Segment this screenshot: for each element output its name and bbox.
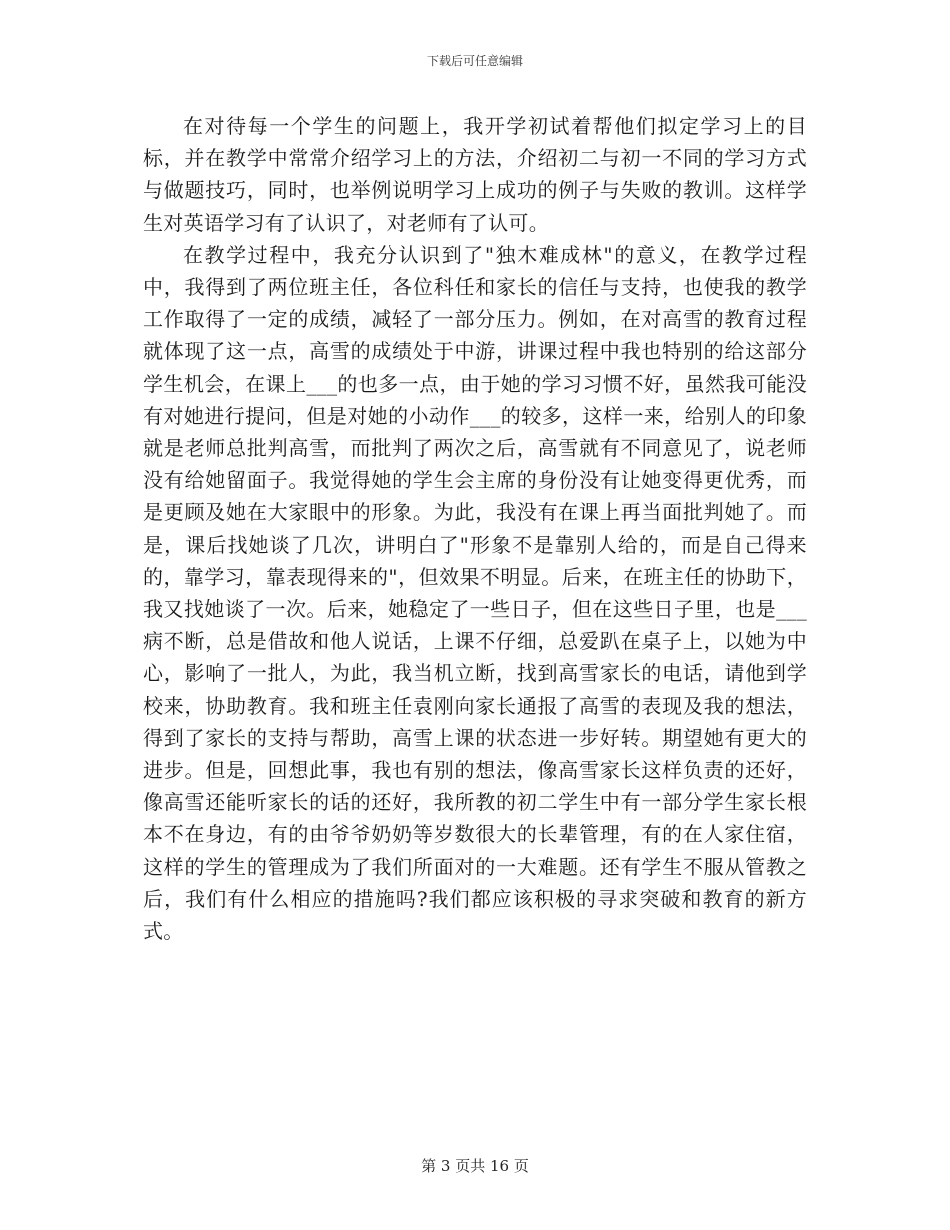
page-header-note: 下载后可任意编辑 xyxy=(426,54,523,68)
document-body xyxy=(143,110,807,947)
paragraph-1: 在对待每一个学生的问题上，我开学初试着帮他们拟定学习上的目标，并在教学中常常介绍学习上的方法，介绍初二与初一不同的学习方式与做题技巧，同时，也举例说明学习上成功的例子与失败的教训。这样学生对英语学习有了认识了，对老师有了认可。 xyxy=(143,114,807,235)
paragraph-2: 在教学过程中，我充分认识到了"独木难成林"的意义，在教学过程中，我得到了两位班主任，各位科任和家长的信任与支持，也使我的教学工作取得了一定的成绩，减轻了一部分压力。例如，在对高雪的教育过程就体现了这一点，高雪的成绩处于中游，讲课过程中我也特别的给这部分学生机会，在课上___的也多一点，由于她的学习习惯不好，虽然我可能没有对她进行提问，但是对她的小动作___的较多，这样一来，给别人的印象就是老师总批判高雪，而批判了两次之后，高雪就有不同意见了，说老师没有给她留面子。我觉得她的学生会主席的身份没有让她变得更优秀，而是更顾及她在大家眼中的形象。为此，我没有在课上再当面批判她了。而是，课后找她谈了几次，讲明白了"形象不是靠别人给的，而是自己得来的，靠学习，靠表现得来的"，但效果不明显。后来，在班主任的协助下，我又找她谈了一次。后来，她稳定了一些日子，但在这些日子里，也是___病不断，总是借故和他人说话，上课不仔细，总爱趴在桌子上，以她为中心，影响了一批人，为此，我当机立断，找到高雪家长的电话，请他到学校来，协助教育。我和班主任袁刚向家长通报了高雪的表现及我的想法，得到了家长的支持与帮助，高雪上课的状态进一步好转。期望她有更大的进步。但是，回想此事，我也有别的想法，像高雪家长这样负责的还好，像高雪还能听家长的话的还好，我所教的初二学生中有一部分学生家长根本不在身边，有的由爷爷奶奶等岁数很大的长辈管理，有的在人家住宿，这样的学生的管理成为了我们所面对的一大难题。还有学生不服从管教之后，我们有什么相应的措施吗?我们都应该积极的寻求突破和教育的新方式。 xyxy=(143,242,807,944)
page-number-footer: 第 3 页共 16 页 xyxy=(421,1157,529,1175)
